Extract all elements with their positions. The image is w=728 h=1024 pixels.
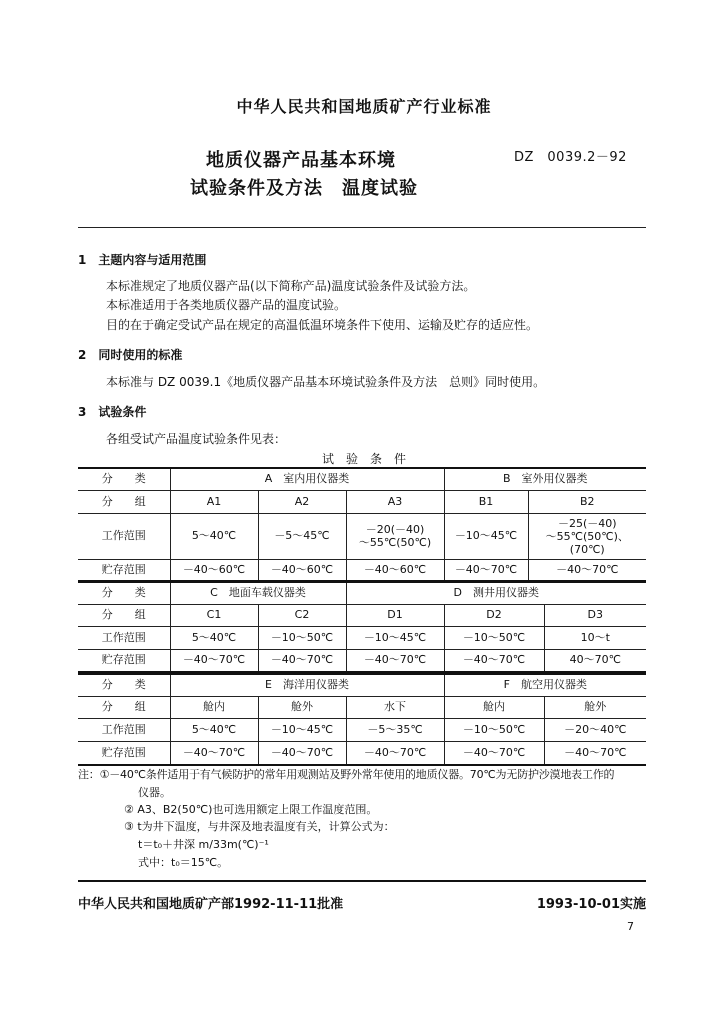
section-2-heading: 2 同时使用的标准	[78, 348, 183, 362]
standard-code: DZ 0039.2－92	[514, 150, 627, 165]
class-c-vehicle: C 地面车载仪器类	[170, 582, 346, 604]
store-e-inside: －40～70℃	[170, 741, 258, 765]
group-a1: A1	[170, 490, 258, 513]
work-b1: －10～45℃	[444, 513, 528, 559]
header-divider	[78, 227, 646, 228]
standard-organization: 中华人民共和国地质矿产行业标准	[236, 97, 492, 116]
conditions-table-block-1	[78, 467, 646, 582]
work-d2: －10～50℃	[444, 626, 544, 649]
group-b1: B1	[444, 490, 528, 513]
label-group: 分 组	[78, 604, 170, 626]
work-e-underwater: －5～35℃	[346, 718, 444, 741]
store-a1: －40～60℃	[170, 559, 258, 581]
conditions-table-block-2	[78, 581, 646, 673]
implementation-date: 1993-10-01实施	[536, 897, 646, 912]
label-storage-range: 贮存范围	[78, 559, 170, 581]
label-storage-range: 贮存范围	[78, 649, 170, 672]
group-d2: D2	[444, 604, 544, 626]
store-d3: 40～70℃	[544, 649, 646, 672]
group-d3: D3	[544, 604, 646, 626]
group-a3: A3	[346, 490, 444, 513]
work-c1: 5～40℃	[170, 626, 258, 649]
label-class: 分 类	[78, 468, 170, 490]
group-a2: A2	[258, 490, 346, 513]
group-f-cabin-inside: 舱内	[444, 696, 544, 718]
temperature-formula: t＝t₀＋井深 m/33m(℃)⁻¹	[138, 838, 269, 851]
note-3: ③ t为井下温度，与井深及地表温度有关，计算公式为：	[124, 820, 395, 833]
work-a3: －20(－40) ～55℃(50℃)	[346, 513, 444, 559]
label-class: 分 类	[78, 582, 170, 604]
page-number: 7	[627, 920, 634, 933]
store-e-outside: －40～70℃	[258, 741, 346, 765]
store-d1: －40～70℃	[346, 649, 444, 672]
store-d2: －40～70℃	[444, 649, 544, 672]
store-a3: －40～60℃	[346, 559, 444, 581]
section-1-paragraph-3: 目的在于确定受试产品在规定的高温低温环境条件下使用、运输及贮存的适应性。	[106, 318, 539, 332]
class-d-logging: D 测井用仪器类	[346, 582, 646, 604]
formula-definition: 式中：t₀＝15℃。	[138, 856, 229, 869]
group-c2: C2	[258, 604, 346, 626]
title-line-2: 试验条件及方法 温度试验	[190, 178, 418, 199]
note-1-continued: 仪器。	[138, 786, 171, 799]
table-caption: 试 验 条 件	[321, 452, 406, 466]
label-storage-range: 贮存范围	[78, 741, 170, 765]
work-f-inside: －10～50℃	[444, 718, 544, 741]
section-2-paragraph-1: 本标准与 DZ 0039.1《地质仪器产品基本环境试验条件及方法 总则》同时使用。	[106, 375, 546, 389]
class-e-marine: E 海洋用仪器类	[170, 674, 444, 696]
group-f-cabin-outside: 舱外	[544, 696, 646, 718]
store-b2: －40～70℃	[528, 559, 646, 581]
label-group: 分 组	[78, 490, 170, 513]
work-b2: －25(－40) ～55℃(50℃)、 (70℃)	[528, 513, 646, 559]
class-a-indoor: A 室内用仪器类	[170, 468, 444, 490]
note-2: ② A3、B2(50℃)也可选用额定上限工作温度范围。	[124, 803, 378, 816]
group-b2: B2	[528, 490, 646, 513]
section-3-heading: 3 试验条件	[78, 405, 147, 419]
class-f-aviation: F 航空用仪器类	[444, 674, 646, 696]
label-work-range: 工作范围	[78, 718, 170, 741]
title-line-1: 地质仪器产品基本环境	[206, 150, 396, 171]
work-e-inside: 5～40℃	[170, 718, 258, 741]
store-a2: －40～60℃	[258, 559, 346, 581]
store-e-underwater: －40～70℃	[346, 741, 444, 765]
work-f-outside: －20～40℃	[544, 718, 646, 741]
footer-divider	[78, 880, 646, 882]
group-d1: D1	[346, 604, 444, 626]
label-group: 分 组	[78, 696, 170, 718]
store-f-outside: －40～70℃	[544, 741, 646, 765]
group-c1: C1	[170, 604, 258, 626]
class-b-outdoor: B 室外用仪器类	[444, 468, 646, 490]
group-e-underwater: 水下	[346, 696, 444, 718]
label-class: 分 类	[78, 674, 170, 696]
store-c2: －40～70℃	[258, 649, 346, 672]
group-e-cabin-inside: 舱内	[170, 696, 258, 718]
store-b1: －40～70℃	[444, 559, 528, 581]
work-d3: 10～t	[544, 626, 646, 649]
label-work-range: 工作范围	[78, 626, 170, 649]
work-a1: 5～40℃	[170, 513, 258, 559]
group-e-cabin-outside: 舱外	[258, 696, 346, 718]
section-1-heading: 1 主题内容与适用范围	[78, 253, 207, 267]
store-f-inside: －40～70℃	[444, 741, 544, 765]
label-work-range: 工作范围	[78, 513, 170, 559]
section-1-paragraph-2: 本标准适用于各类地质仪器产品的温度试验。	[106, 298, 347, 312]
work-a2: －5～45℃	[258, 513, 346, 559]
work-e-outside: －10～45℃	[258, 718, 346, 741]
section-3-paragraph-1: 各组受试产品温度试验条件见表：	[106, 432, 287, 446]
note-1: 注：①－40℃条件适用于有气候防护的常年用观测站及野外常年使用的地质仪器。70℃为无防护沙漠地表工作的	[78, 768, 615, 781]
approval-statement: 中华人民共和国地质矿产部1992-11-11批准	[78, 897, 344, 912]
section-1-paragraph-1: 本标准规定了地质仪器产品(以下简称产品)温度试验条件及试验方法。	[106, 279, 476, 293]
store-c1: －40～70℃	[170, 649, 258, 672]
work-d1: －10～45℃	[346, 626, 444, 649]
conditions-table-block-3	[78, 673, 646, 766]
work-c2: －10～50℃	[258, 626, 346, 649]
